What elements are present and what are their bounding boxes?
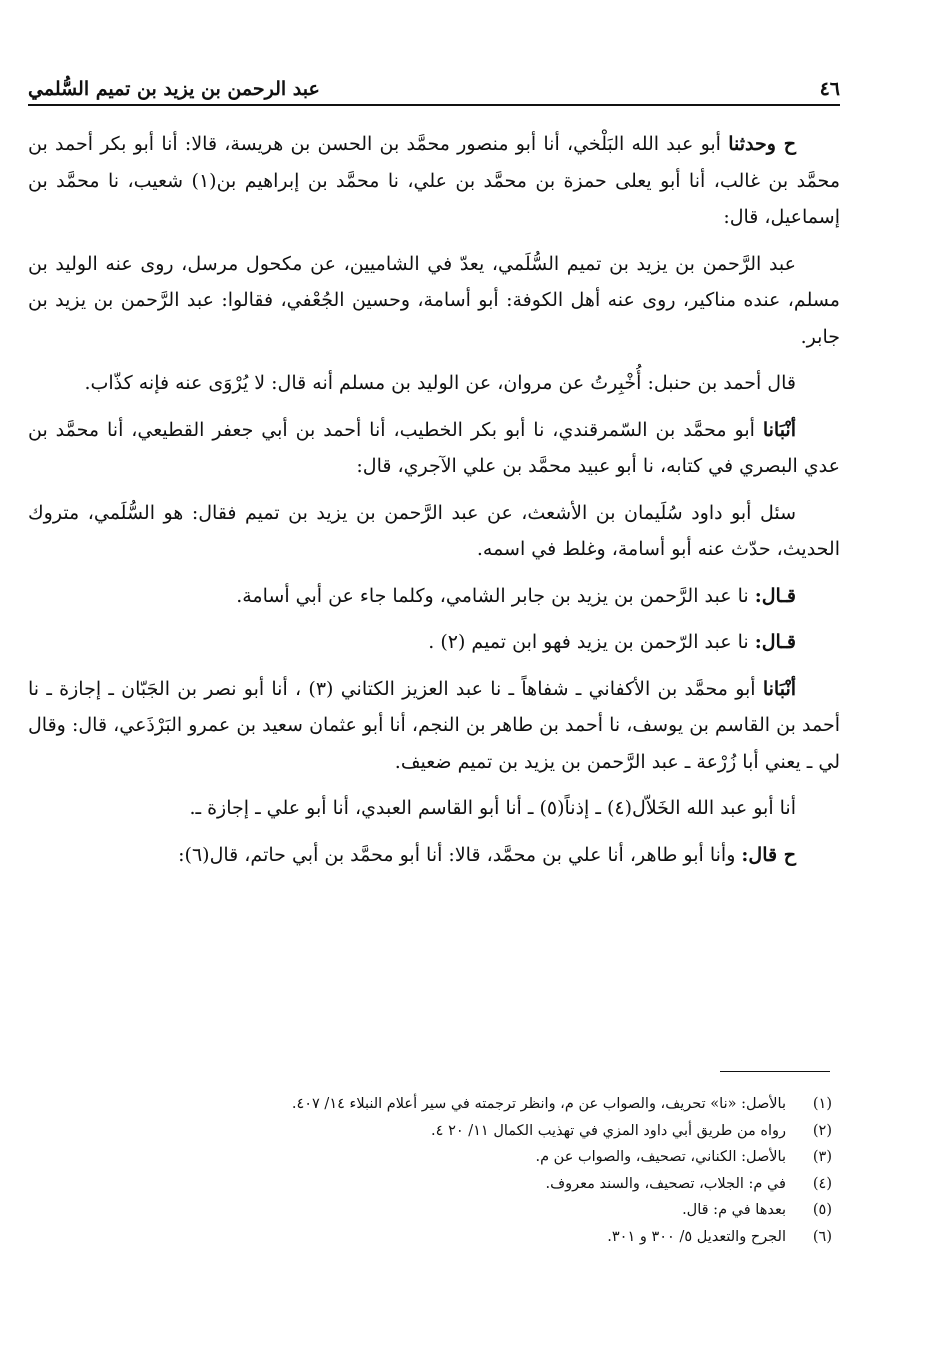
running-title: عبد الرحمن بن يزيد بن تميم السُّلمي <box>28 78 320 100</box>
page-header <box>28 66 840 100</box>
footnote: (٦) الجرح والتعديل ٥/ ٣٠٠ و ٣٠١. <box>607 1228 832 1245</box>
paragraph: قال أحمد بن حنبل: أُخْبِرتُ عن مروان، عن الوليد بن مسلم أنه قال: لا يُرْوَى عنه فإنه كذّاب. <box>84 372 796 394</box>
main-text <box>28 126 840 883</box>
paragraph: ح قال: وأنا أبو طاهر، أنا علي بن محمَّد، قالا: أنا أبو محمَّد بن أبي حاتم، قال(٦): <box>178 843 796 866</box>
footnote: (١) بالأصل: «نا» تحريف، والصواب عن م، وانظر ترجمته في سير أعلام النبلاء ١٤/ ٤٠٧. <box>291 1096 832 1112</box>
footnotes <box>28 1091 832 1250</box>
footnote-rule <box>720 1071 830 1072</box>
page-number: ٤٦ <box>819 78 840 100</box>
paragraph: سئل أبو داود سُلَيمان بن الأشعث، عن عبد الرَّحمن بن يزيد بن تميم فقال: هو السُّلَمي، متروك الحديث، حدّث عنه أبو أسامة، وغلط في اسمه. <box>28 501 840 560</box>
paragraph: أنا أبو عبد الله الخَلاّل(٤) ـ إذناً(٥) ـ أنا أبو القاسم العبدي، أنا أبو علي ـ إجازة ـ. <box>189 797 796 819</box>
paragraph: ح وحدثنا أبو عبد الله البَلْخي، أنا أبو منصور محمَّد بن الحسن بن هريسة، قالا: أنا أبو بكر أحمد بن محمَّد بن غالب، أنا أبو يعلى حمزة بن محمَّد بن علي، نا محمَّد بن إبراهيم بن(١) شعيب، نا محمَّد بن إسماعيل، قال: <box>28 133 840 228</box>
paragraph: أنْبَانا أبو محمَّد بن الأكفاني ـ شفاهاً ـ نا عبد العزيز الكتاني (٣) ، أنا أبو نصر بن الجَبّان ـ إجازة ـ نا أحمد بن القاسم بن يوسف، نا أحمد بن طاهر بن النجم، أنا أبو عثمان سعيد بن عمرو البَرْذَعي، قال: وقال لي ـ يعني أبا زُرْعة ـ عبد الرَّحمن بن يزيد بن تميم ضعيف. <box>28 677 840 773</box>
paragraph: عبد الرَّحمن بن يزيد بن تميم السُّلَمي، يعدّ في الشاميين، عن مكحول مرسل، روى عنه الوليد بن مسلم، عنده مناكير، روى عنه أهل الكوفة: أبو أسامة، وحسين الجُعْفي، فقالوا: عبد الرَّحمن بن يزيد بن جابر. <box>28 252 840 348</box>
footnote: (٣) بالأصل: الكناني، تصحيف، والصواب عن م. <box>535 1149 832 1165</box>
paragraph: قـال: نا عبد الرَّحمن بن يزيد بن جابر الشامي، وكلما جاء عن أبي أسامة. <box>236 584 796 607</box>
footnote: (٢) رواه من طريق أبي داود المزي في تهذيب الكمال ١١/ ٢٠ ٤. <box>431 1122 832 1139</box>
footnote: (٥) بعدها في م: قال. <box>682 1202 832 1218</box>
paragraph: أنْبَانا أبو محمَّد بن السّمرقندي، نا أبو بكر الخطيب، أنا أحمد بن أبي جعفر القطيعي، أنا محمَّد بن عدي البصري في كتابه، نا أبو عبيد محمَّد بن علي الآجري، قال: <box>28 418 840 477</box>
paragraph: قـال: نا عبد الرّحمن بن يزيد فهو ابن تميم (٢) . <box>428 631 796 653</box>
footnote: (٤) في م: الجلاب، تصحيف، والسند معروف. <box>545 1175 832 1192</box>
header-rule <box>28 104 840 106</box>
